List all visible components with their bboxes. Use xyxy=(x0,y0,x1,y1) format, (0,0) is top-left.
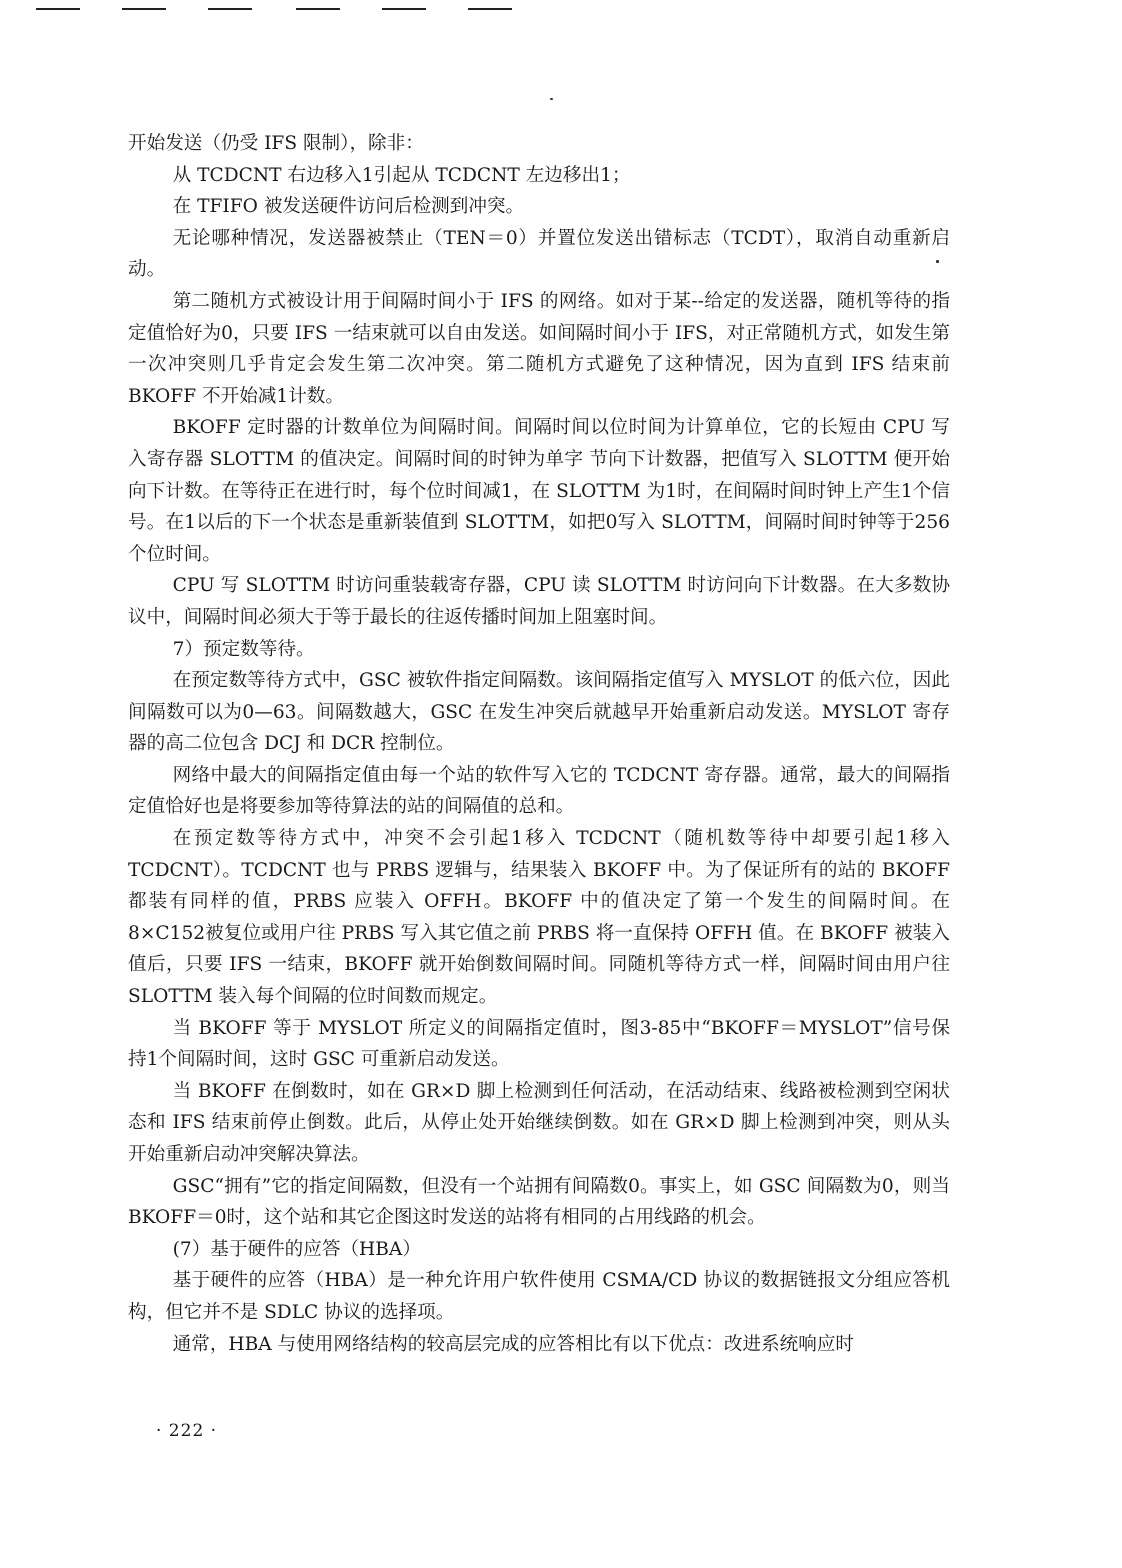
paragraph: 当 BKOFF 等于 MYSLOT 所定义的间隔指定值时，图3-85中“BKOFF＝MYSLOT”信号保持1个间隔时间，这时 GSC 可重新启动发送。 xyxy=(128,1017,950,1071)
section-heading: 7）预定数等待。 xyxy=(172,638,315,660)
paragraph: 无论哪种情况，发送器被禁止（TEN＝0）并置位发送出错标志（TCDT），取消自动重新启动。 xyxy=(128,227,950,281)
paragraph: 开始发送（仍受 IFS 限制），除非： xyxy=(128,133,424,154)
scan-mark xyxy=(296,8,340,10)
top-edge-marks xyxy=(0,0,1122,14)
paragraph: GSC“拥有”它的指定间隔数，但没有一个站拥有间隔数0。事实上，如 GSC 间隔数为0，则当 BKOFF＝0时，这个站和其它企图这时发送的站将有相同的占用线路的机会。 xyxy=(128,1175,950,1229)
paragraph: CPU 写 SLOTTM 时访问重装载寄存器，CPU 读 SLOTTM 时访问向下计数器。在大多数协议中，间隔时间必须大于等于最长的往返传播时间加上阻塞时间。 xyxy=(128,575,950,628)
paragraph: 从 TCDCNT 右边移入1引起从 TCDCNT 左边移出1； xyxy=(172,164,631,186)
scan-mark xyxy=(208,8,252,10)
section-heading: (7）基于硬件的应答（HBA） xyxy=(172,1238,421,1260)
page-number: · 222 · xyxy=(156,1421,218,1441)
paragraph: 第二随机方式被设计用于间隔时间小于 IFS 的网络。如对于某--给定的发送器，随机等待的指定值恰好为0，只要 IFS 一结束就可以自由发送。如间隔时间小于 IFS，对正常随机方式，如发生第一次冲突则几乎肯定会发生第二次冲突。第二随机方式避免了这种情况，因为直到 IFS 结束前 BKOFF 不开始减1计数。 xyxy=(128,290,950,407)
scan-speck xyxy=(550,98,553,100)
paragraph: 通常，HBA 与使用网络结构的较高层完成的应答相比有以下优点：改进系统响应时 xyxy=(172,1333,855,1355)
document-body xyxy=(128,128,950,1360)
paragraph: 基于硬件的应答（HBA）是一种允许用户软件使用 CSMA/CD 协议的数据链报文分组应答机构，但它并不是 SDLC 协议的选择项。 xyxy=(128,1270,950,1323)
paragraph: 在预定数等待方式中，GSC 被软件指定间隔数。该间隔指定值写入 MYSLOT 的低六位，因此间隔数可以为0—63。间隔数越大，GSC 在发生冲突后就越早开始重新启动发送。MYSLOT 寄存器的高二位包含 DCJ 和 DCR 控制位。 xyxy=(128,670,950,755)
scan-mark xyxy=(382,8,426,10)
paragraph: 网络中最大的间隔指定值由每一个站的软件写入它的 TCDCNT 寄存器。通常，最大的间隔指定值恰好也是将要参加等待算法的站的间隔值的总和。 xyxy=(128,764,950,818)
scan-mark xyxy=(36,8,80,10)
scan-mark xyxy=(122,8,166,10)
paragraph: 在 TFIFO 被发送硬件访问后检测到冲突。 xyxy=(172,196,525,218)
paragraph: 在预定数等待方式中，冲突不会引起1移入 TCDCNT（随机数等待中却要引起1移入 TCDCNT）。TCDCNT 也与 PRBS 逻辑与，结果装入 BKOFF 中。为了保证所有的站的 BKOFF 都装有同样的值，PRBS 应装入 OFFH。BKOFF 中的值决定了第一个发生的间隔时间。在8×C152被复位或用户往 PRBS 写入其它值之前 PRBS 将一直保持 OFFH 值。在 BKOFF 被装入值后，只要 IFS 一结束，BKOFF 就开始倒数间隔时间。同随机等待方式一样，间隔时间由用户往 SLOTTM 装入每个间隔的位时间数而规定。 xyxy=(128,828,950,1008)
scan-mark xyxy=(468,8,512,10)
paragraph: BKOFF 定时器的计数单位为间隔时间。间隔时间以位时间为计算单位，它的长短由 CPU 写入寄存器 SLOTTM 的值决定。间隔时间的时钟为单字 节向下计数器，把值写入 SLOTTM 便开始向下计数。在等待正在进行时，每个位时间减1，在 SLOTTM 为1时，在间隔时间时钟上产生1个信号。在1以后的下一个状态是重新装值到 SLOTTM，如把0写入 SLOTTM，间隔时间时钟等于256个位时间。 xyxy=(128,417,950,565)
paragraph: 当 BKOFF 在倒数时，如在 GR×D 脚上检测到任何活动，在活动结束、线路被检测到空闲状态和 IFS 结束前停止倒数。此后，从停止处开始继续倒数。如在 GR×D 脚上检测到冲突，则从头开始重新启动冲突解决算法。 xyxy=(128,1080,950,1165)
